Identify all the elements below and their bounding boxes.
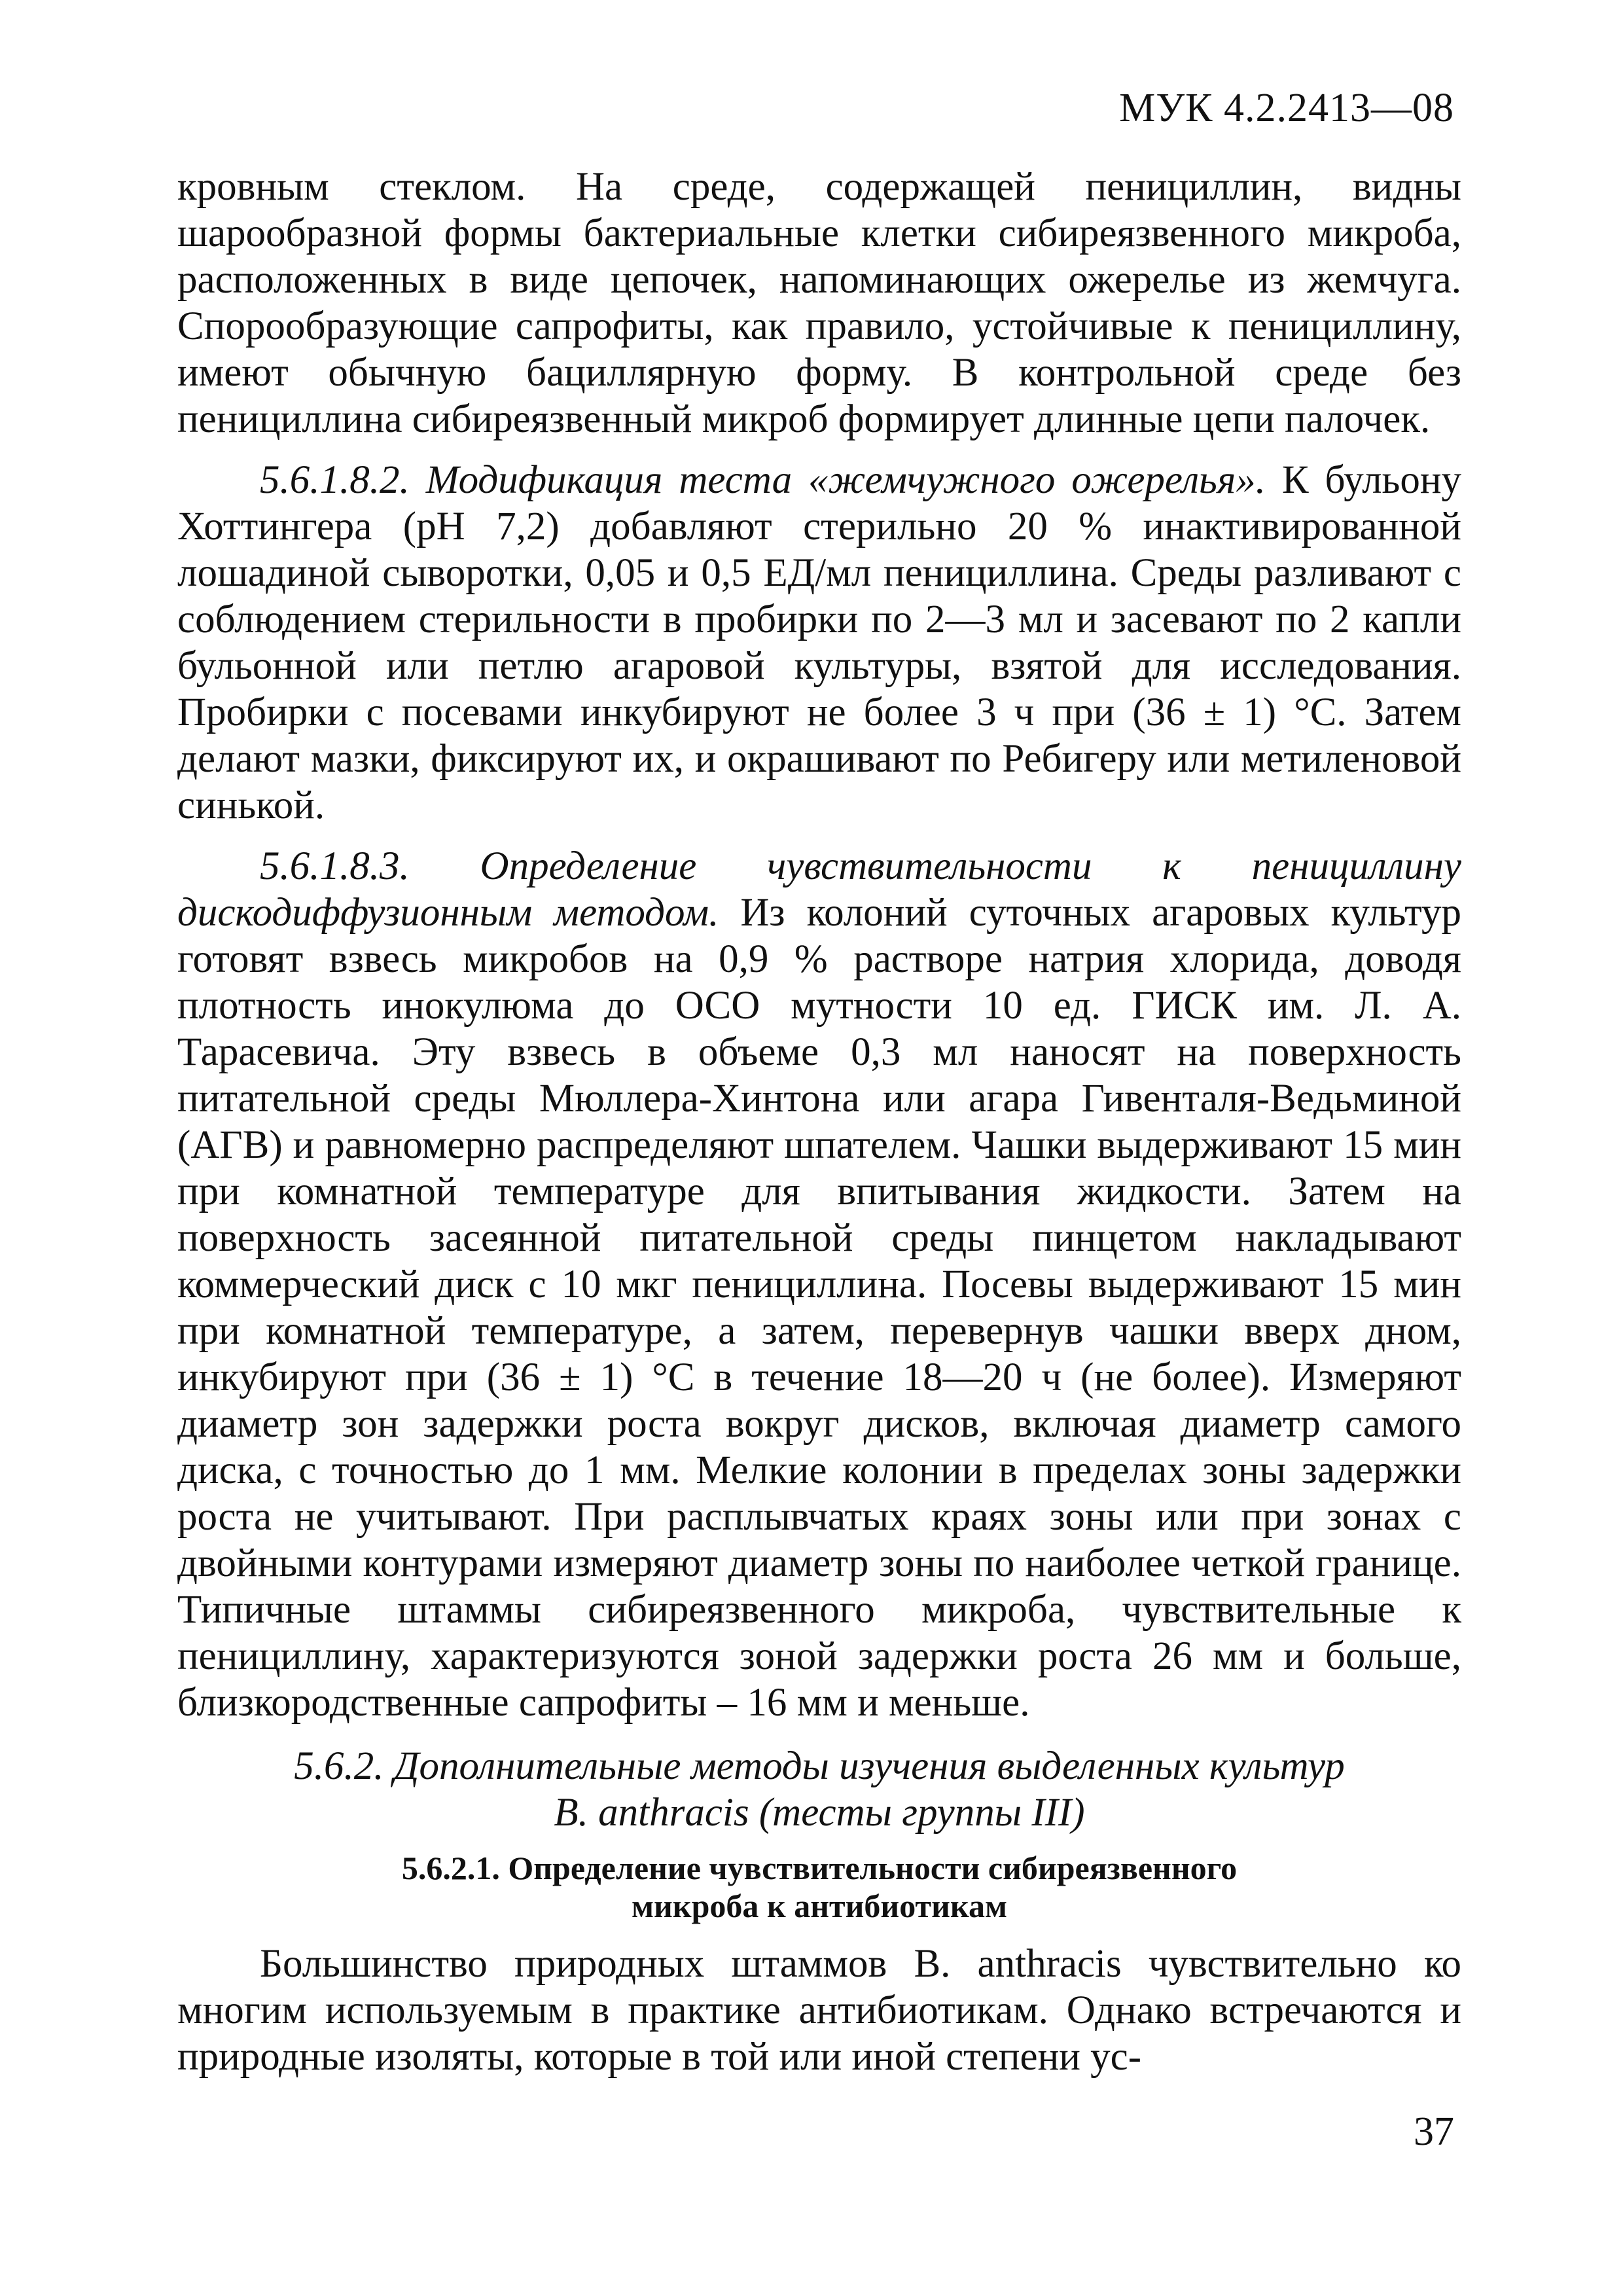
section-title (177, 1743, 1461, 1836)
clause-heading: 5.6.1.8.2. Модификация теста «жемчужного ожерелья». (260, 458, 1266, 502)
page-number: 37 (1414, 2109, 1454, 2154)
clause-heading: 5.6.1.8.3. Определение чувствительности к пенициллину дискодиффузионным методом. (177, 844, 1461, 935)
clause-text: К бульону Хоттингера (рН 7,2) добавляют стерильно 20 % инактивированной лошадиной сыворотки, 0,05 и 0,5 ЕД/мл пенициллина. Среды разливают с соблюдением стерильности в пробирки по 2—3 мл и засевают по 2 капли бульонной или петлю агаровой культуры, взятой для исследования. Пробирки с посевами инкубируют не более 3 ч при (36 ± 1) °С. Затем делают мазки, фиксируют их, и окрашивают по Ребигеру или метиленовой синькой. (177, 458, 1461, 827)
paragraph-continuation: кровным стеклом. На среде, содержащей пенициллин, видны шарообразной формы бактериальные клетки сибиреязвенного микроба, расположенных в виде цепочек, напоминающих ожерелье из жемчуга. Спорообразующие сапрофиты, как правило, устойчивые к пенициллину, имеют обычную бациллярную форму. В контрольной среде без пенициллина сибиреязвенный микроб формирует длинные цепи палочек. (177, 165, 1461, 441)
section-title-line: B. anthracis (тесты группы III) (554, 1791, 1085, 1835)
section-title-line: 5.6.2. Дополнительные методы изучения выделенных культур (294, 1744, 1345, 1788)
document-code: МУК 4.2.2413—08 (1119, 86, 1454, 130)
paragraph-pearl-necklace-modification (177, 457, 1461, 829)
subsection-title-line: 5.6.2.1. Определение чувствительности сибиреязвенного (401, 1850, 1238, 1886)
clause-text: Из колоний суточных агаровых культур готовят взвесь микробов на 0,9 % растворе натрия хлорида, доводя плотность инокулюма до ОСО мутности 10 ед. ГИСК им. Л. А. Тарасевича. Эту взвесь в объеме 0,3 мл наносят на поверхность питательной среды Мюллера-Хинтона или агара Гивенталя-Ведьминой (АГВ) и равномерно распределяют шпателем. Чашки выдерживают 15 мин при комнатной температуре для впитывания жидкости. Затем на поверхность засеянной питательной среды пинцетом накладывают коммерческий диск с 10 мкг пенициллина. Посевы выдерживают 15 мин при комнатной температуре, а затем, перевернув чашки вверх дном, инкубируют при (36 ± 1) °С в течение 18—20 ч (не более). Измеряют диаметр зон задержки роста вокруг дисков, включая диаметр самого диска, с точностью до 1 мм. Мелкие колонии в пределах зоны задержки роста не учитывают. При расплывчатых краях зоны или при зонах с двойными контурами измеряют диаметр зоны по наиболее четкой границе. Типичные штаммы сибиреязвенного микроба, чувствительные к пенициллину, характеризуются зоной задержки роста 26 мм и больше, близкородственные сапрофиты – 16 мм и меньше. (177, 891, 1461, 1725)
page-body (177, 164, 1461, 2080)
paragraph-disk-diffusion-method (177, 843, 1461, 1726)
subsection-title (177, 1849, 1461, 1925)
subsection-title-line: микроба к антибиотикам (631, 1888, 1008, 1924)
paragraph-antibiotic-sensitivity: Большинство природных штаммов B. anthracis чувствительно ко многим используемым в практике антибиотикам. Однако встречаются и природные изоляты, которые в той или иной степени ус- (177, 1942, 1461, 2079)
